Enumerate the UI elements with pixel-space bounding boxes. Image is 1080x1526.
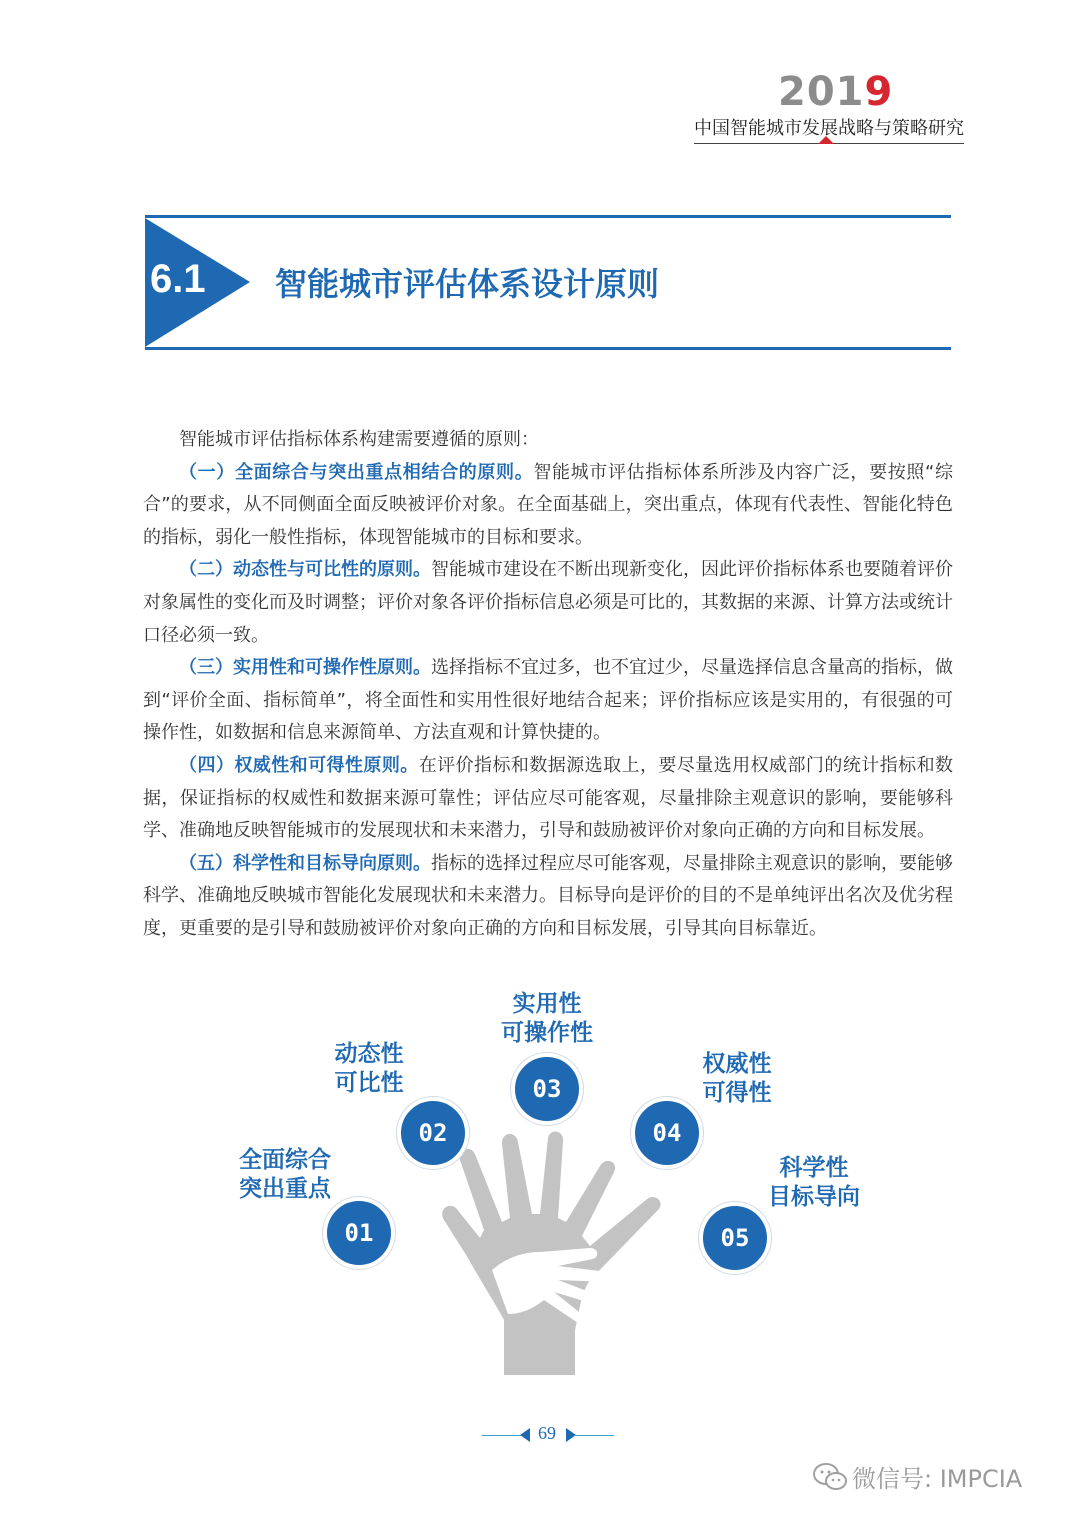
intro-paragraph: 智能城市评估指标体系构建需要遵循的原则： <box>179 429 539 450</box>
principle-label-03 <box>496 990 598 1048</box>
page-rule-left <box>482 1435 522 1436</box>
label-line: 动态性 <box>334 1041 404 1067</box>
body-text <box>143 424 953 946</box>
principle-heading: （三）实用性和可操作性原则。 <box>179 657 431 679</box>
label-line: 可比性 <box>334 1070 404 1096</box>
year-suffix: 9 <box>864 69 894 115</box>
principle-text: 在评价指标和数据源选取上，要尽量选用权威部门的统计指标和数据，保证指标的权威性和数据来源可靠性；评估应尽可能客观，尽量排除主观意识的影响，要能够科学、准确地反映智能城市的发展现状和未来潜力，引导和鼓励被评价对象向正确的方向和目标发展。 <box>143 754 954 842</box>
label-line: 全面综合 <box>239 1147 331 1173</box>
principle-circle-05: 05 <box>699 1202 771 1274</box>
principle-circle-04: 04 <box>631 1097 703 1169</box>
principle-paragraph-1 <box>143 457 953 555</box>
principle-circle-02: 02 <box>397 1097 469 1169</box>
year-prefix: 201 <box>778 69 865 115</box>
label-line: 科学性 <box>779 1155 849 1181</box>
label-line: 可操作性 <box>501 1020 593 1046</box>
principle-heading: （一）全面综合与突出重点相结合的原则。 <box>179 461 534 483</box>
principle-text: 指标的选择过程应尽可能客观，尽量排除主观意识的影响，要能够科学、准确地反映城市智能化发展现状和未来潜力。目标导向是评价的目的不是单纯评出名次及优劣程度，更重要的是引导和鼓励被评价对象向正确的方向和目标发展，引导其向目标靠近。 <box>143 852 953 939</box>
principle-heading: （二）动态性与可比性的原则。 <box>179 559 431 581</box>
label-line: 实用性 <box>512 991 582 1017</box>
banner-top-rule <box>145 215 951 218</box>
label-line: 突出重点 <box>239 1176 331 1202</box>
label-line: 目标导向 <box>768 1184 860 1210</box>
principle-text: 选择指标不宜过多，也不宜过少，尽量选择信息含量高的指标，做到“评价全面、指标简单”，将全面性和实用性很好地结合起来；评价指标应该是实用的，有很强的可操作性，如数据和信息来源简单、方法直观和计算快捷的。 <box>143 657 953 744</box>
principle-circle-01: 01 <box>323 1197 395 1269</box>
principle-circle-03: 03 <box>511 1053 583 1125</box>
principle-label-02 <box>328 1040 410 1098</box>
label-line: 可得性 <box>702 1080 772 1106</box>
principle-paragraph-5 <box>143 848 953 946</box>
page-number: 69 <box>538 1423 556 1443</box>
principle-heading: （五）科学性和目标导向原则。 <box>179 852 431 874</box>
label-line: 权威性 <box>702 1051 772 1077</box>
header-subtitle: 中国智能城市发展战略与策略研究 <box>694 118 964 139</box>
principle-heading: （四）权威性和可得性原则。 <box>179 754 419 776</box>
wechat-icon <box>812 1462 848 1492</box>
header-red-triangle-icon <box>818 136 834 144</box>
principle-text: 智能城市建设在不断出现新变化，因此评价指标体系也要随着评价对象属性的变化而及时调整；评价对象各评价指标信息必须是可比的，其数据的来源、计算方法或统计口径必须一致。 <box>143 559 953 646</box>
principle-text: 智能城市评估指标体系所涉及内容广泛，要按照“综合”的要求，从不同侧面全面反映被评价对象。在全面基础上，突出重点，体现有代表性、智能化特色的指标，弱化一般性指标，体现智能城市的目标和要求。 <box>143 461 953 548</box>
principle-paragraph-2 <box>143 554 953 652</box>
header-year <box>778 69 894 115</box>
principle-label-01 <box>236 1146 334 1204</box>
principle-label-05 <box>762 1154 866 1212</box>
section-number: 6.1 <box>150 257 206 301</box>
page-rule-right <box>574 1435 614 1436</box>
principle-paragraph-3 <box>143 652 953 750</box>
banner-bottom-rule <box>145 347 951 350</box>
principle-paragraph-4 <box>143 750 953 848</box>
wechat-id: 微信号: IMPCIA <box>852 1465 1023 1493</box>
section-title: 智能城市评估体系设计原则 <box>275 265 660 303</box>
principle-label-04 <box>696 1050 778 1108</box>
